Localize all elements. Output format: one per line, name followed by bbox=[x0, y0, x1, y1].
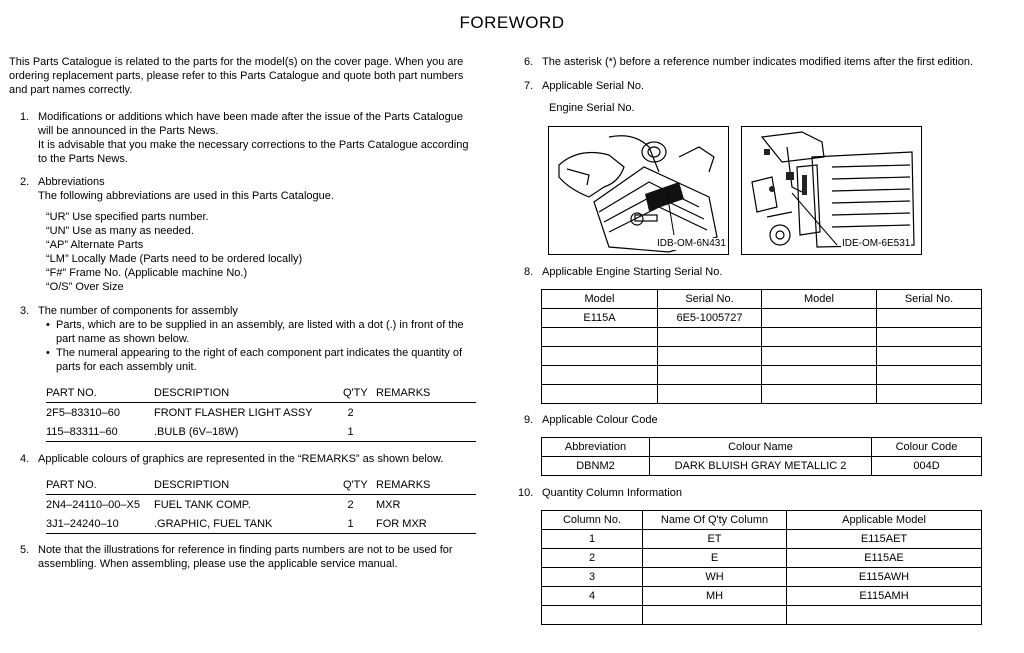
table-row bbox=[46, 403, 476, 423]
cell-model: E115A bbox=[542, 309, 658, 328]
header-qty: Q'TY bbox=[343, 475, 376, 495]
table-row bbox=[542, 385, 982, 404]
abbreviation-item: “UR” Use specified parts number. bbox=[46, 211, 209, 223]
header-column-no: Column No. bbox=[542, 511, 643, 530]
table-header-row bbox=[542, 511, 982, 530]
engine-outline-drawing bbox=[549, 127, 728, 254]
cell-colour-name: DARK BLUISH GRAY METALLIC 2 bbox=[650, 457, 872, 476]
section5-line: assembling. When assembling, please use the applicable service manual. bbox=[38, 558, 398, 570]
cell bbox=[762, 328, 877, 347]
engine-outline-drawing bbox=[742, 127, 921, 254]
cell bbox=[542, 328, 658, 347]
table-row bbox=[542, 366, 982, 385]
table-row bbox=[542, 457, 982, 476]
section8-title: Applicable Engine Starting Serial No. bbox=[542, 266, 723, 278]
cell-description: FRONT FLASHER LIGHT ASSY bbox=[154, 406, 313, 419]
header-remarks: REMARKS bbox=[376, 475, 476, 495]
section9-title: Applicable Colour Code bbox=[542, 414, 658, 426]
cell-applicable-model: E115AWH bbox=[787, 568, 982, 587]
intro-line: ordering replacement parts, please refer to this Parts Catalogue and quote both part numbers bbox=[9, 70, 464, 82]
section5-line: Note that the illustrations for reference in finding parts numbers are not to be used for bbox=[38, 544, 453, 556]
cell bbox=[542, 606, 643, 625]
cell-colour-code: 004D bbox=[872, 457, 982, 476]
page-title: FOREWORD bbox=[459, 13, 565, 32]
graphics-example-table bbox=[46, 475, 476, 534]
cell-applicable-model: E115AET bbox=[787, 530, 982, 549]
header-abbreviation: Abbreviation bbox=[542, 438, 650, 457]
cell-qty-column-name: MH bbox=[643, 587, 787, 606]
section-number: 5. bbox=[20, 544, 30, 556]
table-header-row bbox=[46, 475, 476, 495]
cell-qty-column-name: WH bbox=[643, 568, 787, 587]
section3-bullet-cont: part name as shown below. bbox=[56, 333, 190, 345]
header-qty: Q'TY bbox=[343, 383, 376, 403]
section-number: 3. bbox=[20, 305, 30, 317]
cell-serial-no: 6E5-1005727 bbox=[658, 309, 762, 328]
cell-remarks: FOR MXR bbox=[376, 514, 476, 534]
header-colour-name: Colour Name bbox=[650, 438, 872, 457]
table-row bbox=[542, 549, 982, 568]
section7-title: Applicable Serial No. bbox=[542, 80, 645, 92]
cell-remarks: MXR bbox=[376, 498, 401, 511]
illustration-caption: IDE-OM-6E531 bbox=[842, 238, 911, 249]
header-model: Model bbox=[542, 290, 658, 309]
cell-serial-no bbox=[877, 309, 982, 328]
section-number: 1. bbox=[20, 111, 30, 123]
section3-bullet-cont: parts for each assembly unit. bbox=[56, 361, 197, 373]
abbreviation-item: “F#” Frame No. (Applicable machine No.) bbox=[46, 267, 248, 279]
section7-subtitle: Engine Serial No. bbox=[549, 102, 635, 114]
header-part-no: PART NO. bbox=[46, 475, 154, 495]
section-number: 2. bbox=[20, 176, 30, 188]
table-row bbox=[46, 422, 476, 442]
cell bbox=[877, 328, 982, 347]
section1-line: will be announced in the Parts News. bbox=[38, 125, 219, 137]
cell-part-no: 115–83311–60 bbox=[46, 422, 154, 442]
section2-subtitle: The following abbreviations are used in this Parts Catalogue. bbox=[38, 190, 334, 202]
table-row bbox=[542, 328, 982, 347]
header-serial-no: Serial No. bbox=[658, 290, 762, 309]
cell bbox=[643, 606, 787, 625]
intro-line: This Parts Catalogue is related to the parts for the model(s) on the cover page. When you are bbox=[9, 56, 464, 68]
cell bbox=[542, 385, 658, 404]
cell bbox=[787, 606, 982, 625]
quantity-column-table bbox=[541, 510, 982, 625]
abbreviation-item: “UN” Use as many as needed. bbox=[46, 225, 194, 237]
section1-line: to the Parts News. bbox=[38, 153, 128, 165]
header-part-no: PART NO. bbox=[46, 383, 154, 403]
cell-qty: 2 bbox=[347, 406, 354, 419]
header-serial-no: Serial No. bbox=[877, 290, 982, 309]
colour-code-table bbox=[541, 437, 982, 476]
header-remarks: REMARKS bbox=[376, 383, 476, 403]
cell-remarks bbox=[376, 422, 476, 442]
section2-title: Abbreviations bbox=[38, 176, 105, 188]
header-colour-code: Colour Code bbox=[872, 438, 982, 457]
intro-line: and part names correctly. bbox=[9, 84, 133, 96]
section1-line: It is advisable that you make the necessary corrections to the Parts Catalogue according bbox=[38, 139, 469, 151]
table-row bbox=[46, 514, 476, 534]
cell bbox=[762, 347, 877, 366]
cell bbox=[658, 366, 762, 385]
cell-description: FUEL TANK COMP. bbox=[154, 498, 251, 511]
table-row bbox=[542, 309, 982, 328]
cell-model bbox=[762, 309, 877, 328]
starting-serial-table bbox=[541, 289, 982, 404]
cell bbox=[542, 366, 658, 385]
section3-bullet: • The numeral appearing to the right of each component part indicates the quantity of bbox=[56, 346, 462, 360]
section-number: 9. bbox=[524, 414, 534, 426]
table-row bbox=[542, 568, 982, 587]
cell-column-no: 2 bbox=[542, 549, 643, 568]
cell bbox=[658, 328, 762, 347]
cell bbox=[762, 366, 877, 385]
section-number: 7. bbox=[524, 80, 534, 92]
cell-column-no: 4 bbox=[542, 587, 643, 606]
cell-applicable-model: E115AE bbox=[787, 549, 982, 568]
cell-part-no: 2F5–83310–60 bbox=[46, 406, 121, 419]
table-header-row bbox=[542, 290, 982, 309]
header-description: DESCRIPTION bbox=[154, 475, 343, 495]
cell bbox=[877, 385, 982, 404]
section6-text: The asterisk (*) before a reference number indicates modified items after the first edition. bbox=[542, 56, 974, 68]
cell-qty: 1 bbox=[343, 514, 376, 534]
section3-title: The number of components for assembly bbox=[38, 305, 238, 317]
cell bbox=[762, 385, 877, 404]
cell-remarks bbox=[376, 403, 476, 423]
table-row bbox=[542, 587, 982, 606]
cell-part-no: 2N4–24110–00–X5 bbox=[46, 498, 140, 511]
section3-bullet: • Parts, which are to be supplied in an assembly, are listed with a dot (.) in front of the bbox=[56, 318, 464, 332]
table-row bbox=[46, 495, 476, 515]
cell bbox=[877, 347, 982, 366]
parts-example-table bbox=[46, 383, 476, 442]
abbreviation-item: “AP” Alternate Parts bbox=[46, 239, 144, 251]
header-applicable-model: Applicable Model bbox=[787, 511, 982, 530]
section-number: 8. bbox=[524, 266, 534, 278]
abbreviation-item: “LM” Locally Made (Parts need to be ordered locally) bbox=[46, 253, 303, 265]
section-number: 6. bbox=[524, 56, 534, 68]
header-description: DESCRIPTION bbox=[154, 383, 343, 403]
cell-part-no: 3J1–24240–10 bbox=[46, 514, 154, 534]
cell bbox=[877, 366, 982, 385]
cell-qty: 2 bbox=[347, 498, 354, 511]
section4-title: Applicable colours of graphics are represented in the “REMARKS” as shown below. bbox=[38, 453, 444, 465]
cell-column-no: 3 bbox=[542, 568, 643, 587]
table-header-row bbox=[542, 438, 982, 457]
cell-description: .GRAPHIC, FUEL TANK bbox=[154, 514, 343, 534]
table-header-row bbox=[46, 383, 476, 403]
section-number: 10. bbox=[518, 487, 534, 499]
illustration-caption: IDB-OM-6N431 bbox=[657, 238, 726, 249]
header-model: Model bbox=[762, 290, 877, 309]
header-qty-column-name: Name Of Q'ty Column bbox=[643, 511, 787, 530]
table-row bbox=[542, 606, 982, 625]
section10-title: Quantity Column Information bbox=[542, 487, 683, 499]
cell bbox=[658, 385, 762, 404]
section-number: 4. bbox=[20, 453, 30, 465]
cell-column-no: 1 bbox=[542, 530, 643, 549]
section1-line: Modifications or additions which have been made after the issue of the Parts Catalogue bbox=[38, 111, 463, 123]
cell-applicable-model: E115AMH bbox=[787, 587, 982, 606]
engine-serial-illustration-1 bbox=[548, 126, 729, 255]
cell-qty-column-name: ET bbox=[643, 530, 787, 549]
cell bbox=[658, 347, 762, 366]
cell-qty-column-name: E bbox=[643, 549, 787, 568]
abbreviation-item: “O/S” Over Size bbox=[46, 281, 124, 293]
engine-serial-illustration-2 bbox=[741, 126, 922, 255]
cell-abbreviation: DBNM2 bbox=[542, 457, 650, 476]
cell bbox=[542, 347, 658, 366]
cell-qty: 1 bbox=[343, 422, 376, 442]
table-row bbox=[542, 347, 982, 366]
cell-description: .BULB (6V–18W) bbox=[154, 422, 343, 442]
table-row bbox=[542, 530, 982, 549]
